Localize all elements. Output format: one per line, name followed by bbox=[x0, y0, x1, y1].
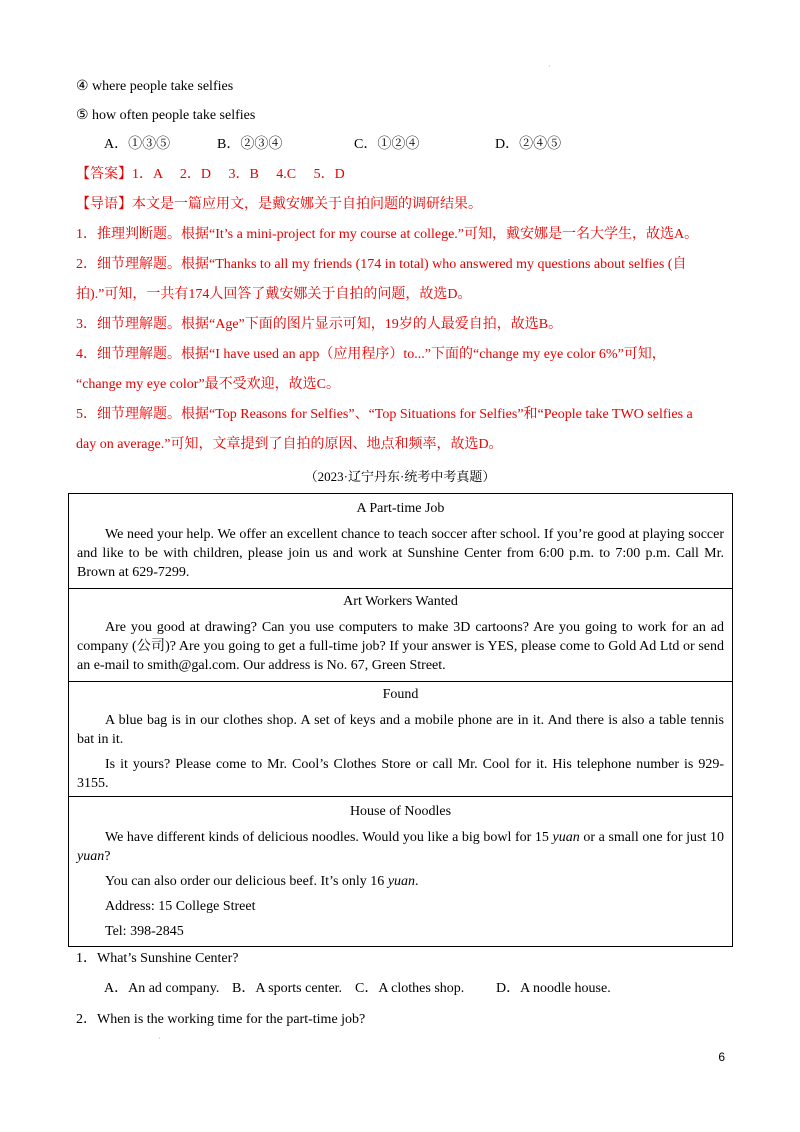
choice-c: C．①②④ bbox=[354, 137, 420, 152]
source-line: （2023·辽宁丹东·统考中考真题） bbox=[304, 469, 496, 484]
ad-art-workers bbox=[68, 588, 733, 682]
ad-part-time-job bbox=[68, 493, 733, 589]
ad-text bbox=[69, 872, 732, 891]
italic-yuan: yuan bbox=[77, 849, 105, 864]
choice-b: B．②③④ bbox=[217, 137, 283, 152]
answer-line: 【答案】1．A 2．D 3．B 4.C 5．D bbox=[76, 167, 345, 182]
speck: · bbox=[158, 1034, 161, 1043]
explanation-4-cont: “change my eye color”最不受欢迎，故选C。 bbox=[76, 377, 340, 392]
ad-text: We need your help. We offer an excellent chance to teach soccer after school. If you’re good at playing soccer and like to be with children, please join us and work at Sunshine Center from 6:00 p.m. to 7:00 p.m. Call Mr. Brown at 629-7299. bbox=[77, 527, 724, 580]
choice-a: A．①③⑤ bbox=[104, 137, 171, 152]
q1-choice-d: D．A noodle house. bbox=[496, 981, 611, 996]
guide-line: 【导语】本文是一篇应用文，是戴安娜关于自拍问题的调研结果。 bbox=[76, 197, 482, 212]
page-number: 6 bbox=[718, 1050, 725, 1064]
option-4: ④ where people take selfies bbox=[76, 79, 234, 94]
ad-text bbox=[69, 828, 732, 866]
explanation-5: 5．细节理解题。根据“Top Reasons for Selfies”、“Top Situations for Selfies”和“People take TWO selfies a bbox=[76, 407, 693, 422]
q1-choice-b: B．A sports center. bbox=[232, 981, 343, 996]
explanation-5-cont: day on average.”可知，文章提到了自拍的原因、地点和频率，故选D。 bbox=[76, 437, 503, 452]
ad-title: Found bbox=[382, 687, 419, 702]
text-run: You can also order our delicious beef. It’s only 16 bbox=[105, 874, 388, 889]
ad-found bbox=[68, 681, 733, 797]
ad-title: Art Workers Wanted bbox=[343, 594, 458, 609]
ad-text: Is it yours? Please come to Mr. Cool’s Clothes Store or call Mr. Cool for it. His telephone number is 929-3155. bbox=[77, 757, 724, 791]
ad-house-of-noodles bbox=[68, 796, 733, 947]
explanation-3: 3．细节理解题。根据“Age”下面的图片显示可知，19岁的人最爱自拍，故选B。 bbox=[76, 317, 563, 332]
explanation-2-cont: 拍).”可知，一共有174人回答了戴安娜关于自拍的问题，故选D。 bbox=[76, 287, 472, 302]
italic-yuan: yuan bbox=[552, 830, 580, 845]
text-run: ? bbox=[104, 849, 111, 864]
explanation-2: 2．细节理解题。根据“Thanks to all my friends (174 in total) who answered my questions about selfies (自 bbox=[76, 257, 687, 272]
text-run: or a small one for just 10 bbox=[579, 830, 724, 845]
q1-choice-a: A．An ad company. bbox=[104, 981, 220, 996]
text-run: We have different kinds of delicious noodles. Would you like a big bowl for 15 bbox=[105, 830, 553, 845]
explanation-4: 4．细节理解题。根据“I have used an app（应用程序）to...”下面的“change my eye color 6%”可知， bbox=[76, 347, 666, 362]
italic-yuan: yuan bbox=[387, 874, 416, 889]
question-1: 1．What’s Sunshine Center? bbox=[76, 951, 239, 966]
ad-tel: Tel: 398-2845 bbox=[105, 924, 184, 939]
ad-title: House of Noodles bbox=[349, 804, 452, 819]
speck: · bbox=[548, 62, 551, 71]
text-run: . bbox=[415, 874, 419, 889]
choice-d: D．②④⑤ bbox=[495, 137, 562, 152]
ad-address: Address: 15 College Street bbox=[105, 899, 256, 914]
ad-text: A blue bag is in our clothes shop. A set of keys and a mobile phone are in it. And there is also a table tennis bat in it. bbox=[77, 713, 724, 747]
explanation-1: 1．推理判断题。根据“It’s a mini-project for my course at college.”可知，戴安娜是一名大学生，故选A。 bbox=[76, 227, 699, 242]
option-5: ⑤ how often people take selfies bbox=[76, 108, 256, 123]
ad-title: A Part-time Job bbox=[356, 501, 445, 516]
ad-text: Are you good at drawing? Can you use computers to make 3D cartoons? Are you going to work for an ad company (公司)? Are you going to get a full-time job? If your answer is YES, please come to Gold Ad Ltd or send an e-mail to smith@gal.com. Our address is No. 67, Green Street. bbox=[77, 620, 724, 673]
question-2: 2．When is the working time for the part-time job? bbox=[76, 1012, 366, 1027]
q1-choice-c: C．A clothes shop. bbox=[355, 981, 465, 996]
